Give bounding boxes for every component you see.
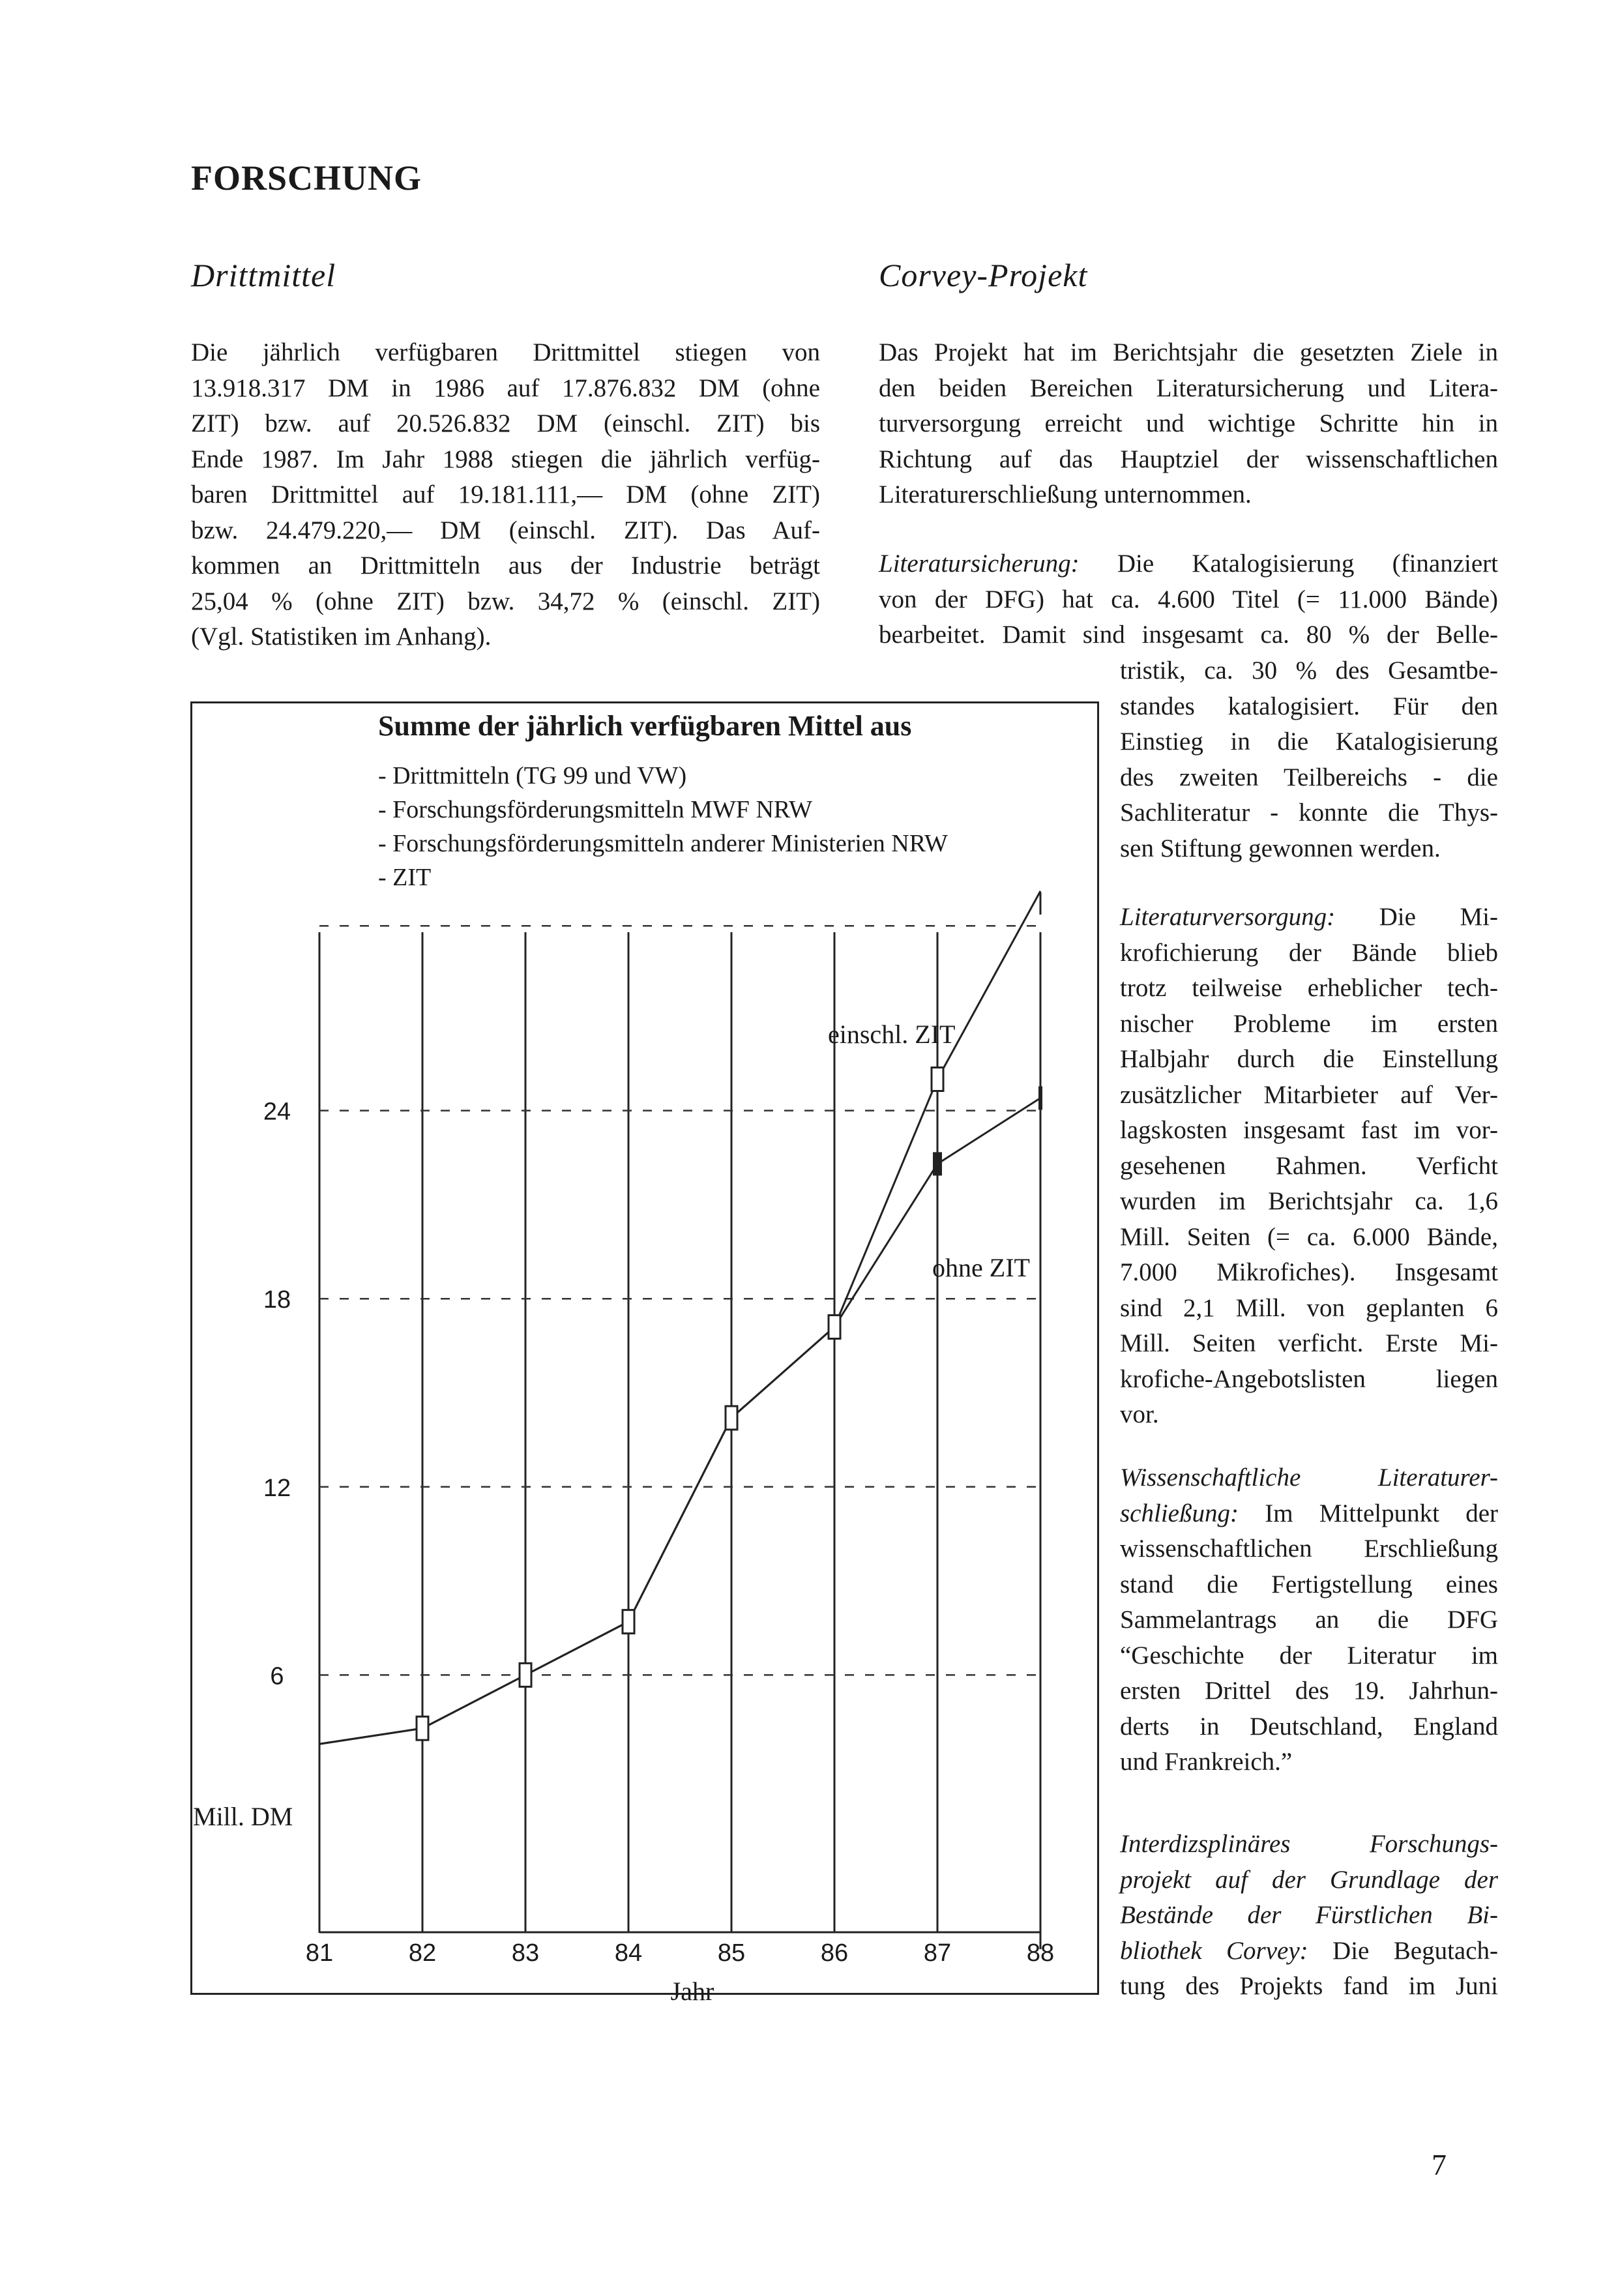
chart-legend-item: - ZIT	[378, 864, 432, 891]
text-line: baren Drittmittel auf 19.181.111,— DM (ohne ZIT)	[191, 480, 820, 508]
paragraph-label: schließung:	[1120, 1499, 1239, 1527]
text-line: ersten Drittel des 19. Jahrhun-	[1120, 1677, 1498, 1705]
data-point-marker	[932, 1068, 943, 1091]
section-title-drittmittel: Drittmittel	[191, 257, 336, 293]
text-line: nischer Probleme im ersten	[1120, 1009, 1498, 1038]
text-line: krofichierung der Bände blieb	[1120, 938, 1498, 967]
text-line: wissenschaftlichen Erschließung	[1120, 1535, 1498, 1563]
page-heading: FORSCHUNG	[191, 158, 422, 198]
text-line: lagskosten insgesamt fast im vor-	[1120, 1116, 1498, 1144]
text-line: Sammelantrags an die DFG	[1120, 1606, 1498, 1634]
text-line: Literaturerschließung unternommen.	[879, 480, 1252, 508]
x-tick-label: 84	[614, 1939, 643, 1967]
text-line: ZIT) bzw. auf 20.526.832 DM (einschl. ZIT) bis	[191, 409, 820, 437]
text-line: Richtung auf das Hauptziel der wissenschaftlichen	[879, 445, 1498, 473]
text-line: 25,04 % (ohne ZIT) bzw. 34,72 % (einschl. ZIT)	[191, 587, 820, 615]
data-point-marker	[623, 1610, 634, 1634]
text-line: projekt auf der Grundlage der	[1120, 1865, 1498, 1894]
text-line: Die jährlich verfügbaren Drittmittel stiegen von	[191, 338, 820, 366]
paragraph-text: Die Katalogisierung (finanziert	[1079, 550, 1498, 578]
text-line: wurden im Berichtsjahr ca. 1,6	[1120, 1187, 1498, 1215]
page-number: 7	[1432, 2148, 1447, 2181]
paragraph-label: Literaturversorgung:	[1120, 903, 1336, 931]
chart-legend-item: - Forschungsförderungsmitteln MWF NRW	[378, 796, 813, 823]
data-point-marker	[520, 1663, 531, 1686]
text-line: tung des Projekts fand im Juni	[1120, 1972, 1498, 2000]
paragraph-text: Die Begutach-	[1308, 1936, 1499, 1965]
chart-legend-item: - Drittmitteln (TG 99 und VW)	[378, 762, 687, 789]
text-line: (Vgl. Statistiken im Anhang).	[191, 623, 492, 651]
text-line: turversorgung erreicht und wichtige Schritte hin in	[879, 409, 1498, 437]
paragraph-label: bliothek Corvey:	[1120, 1936, 1308, 1965]
text-line: von der DFG) hat ca. 4.600 Titel (= 11.000 Bände)	[879, 585, 1498, 613]
y-tick-label: 6	[270, 1662, 284, 1690]
series-label-einschl-zit: einschl. ZIT	[828, 1020, 956, 1049]
text-line: sind 2,1 Mill. von geplanten 6	[1120, 1293, 1498, 1322]
text-line: sen Stiftung gewonnen werden.	[1120, 834, 1441, 862]
data-point-marker	[1038, 1086, 1042, 1110]
chart-legend-item: - Forschungsförderungsmitteln anderer Ministerien NRW	[378, 830, 948, 857]
y-tick-label: 24	[263, 1098, 291, 1126]
text-line: vor.	[1120, 1400, 1159, 1428]
y-axis-label: Mill. DM	[193, 1802, 293, 1831]
text-line: derts in Deutschland, England	[1120, 1712, 1498, 1741]
text-line: Wissenschaftliche Literaturer-	[1120, 1464, 1498, 1492]
series-label-ohne-zit: ohne ZIT	[932, 1253, 1030, 1282]
text-line: stand die Fertigstellung eines	[1120, 1570, 1498, 1598]
data-point-marker	[829, 1315, 840, 1338]
y-tick-label: 12	[263, 1474, 291, 1502]
x-tick-label: 82	[408, 1939, 437, 1967]
text-line: tristik, ca. 30 % des Gesamtbe-	[1120, 656, 1498, 684]
data-point-marker	[417, 1716, 428, 1740]
x-axis-label: Jahr	[670, 1977, 714, 2006]
text-line: des zweiten Teilbereichs - die	[1120, 763, 1498, 791]
text-line: kommen an Drittmitteln aus der Industrie beträgt	[191, 552, 820, 580]
paragraph-label: Literatursicherung:	[879, 550, 1080, 578]
text-line: krofiche-Angebotslisten liegen	[1120, 1364, 1498, 1393]
x-tick-label: 88	[1026, 1939, 1055, 1967]
text-line: “Geschichte der Literatur im	[1120, 1641, 1498, 1670]
text-line: Ende 1987. Im Jahr 1988 stiegen die jährlich verfüg-	[191, 445, 820, 473]
x-tick-label: 81	[305, 1939, 334, 1967]
section-title-corvey: Corvey-Projekt	[879, 257, 1088, 293]
text-line: zusätzlicher Mitarbieter auf Ver-	[1120, 1080, 1498, 1109]
text-line: Sachliteratur - konnte die Thys-	[1120, 799, 1498, 827]
y-tick-label: 18	[263, 1286, 291, 1314]
text-line: 13.918.317 DM in 1986 auf 17.876.832 DM (ohne	[191, 374, 820, 402]
paragraph-text: Die Mi-	[1335, 903, 1498, 931]
series-line-ohne-zit	[319, 1098, 1040, 1744]
text-line: Interdizsplinäres Forschungs-	[1120, 1830, 1498, 1858]
text-line: gesehenen Rahmen. Verficht	[1120, 1151, 1498, 1180]
text-line: Mill. Seiten (= ca. 6.000 Bände,	[1120, 1222, 1498, 1251]
text-line: bzw. 24.479.220,— DM (einschl. ZIT). Das Auf-	[191, 516, 820, 544]
data-point-marker	[933, 1152, 942, 1175]
text-line: bearbeitet. Damit sind insgesamt ca. 80 % der Belle-	[879, 621, 1498, 649]
text-line: Einstieg in die Katalogisierung	[1120, 728, 1498, 756]
text-line: Bestände der Fürstlichen Bi-	[1120, 1901, 1498, 1929]
x-tick-label: 87	[923, 1939, 952, 1967]
paragraph-text: Im Mittelpunkt der	[1238, 1499, 1498, 1527]
x-tick-label: 83	[511, 1939, 540, 1967]
text-line: 7.000 Mikrofiches). Insgesamt	[1120, 1258, 1498, 1286]
text-line: Mill. Seiten verficht. Erste Mi-	[1120, 1329, 1498, 1357]
data-point-marker	[726, 1406, 737, 1430]
chart-title: Summe der jährlich verfügbaren Mittel aus	[378, 710, 912, 742]
text-line: Das Projekt hat im Berichtsjahr die gesetzten Ziele in	[879, 338, 1498, 366]
x-tick-label: 85	[717, 1939, 746, 1967]
text-line: Halbjahr durch die Einstellung	[1120, 1045, 1498, 1073]
x-tick-label: 86	[820, 1939, 849, 1967]
text-line: standes katalogisiert. Für den	[1120, 692, 1498, 720]
text-line: trotz teilweise erheblicher tech-	[1120, 974, 1498, 1002]
text-line: und Frankreich.”	[1120, 1748, 1293, 1776]
text-line: den beiden Bereichen Literatursicherung und Litera-	[879, 374, 1498, 402]
